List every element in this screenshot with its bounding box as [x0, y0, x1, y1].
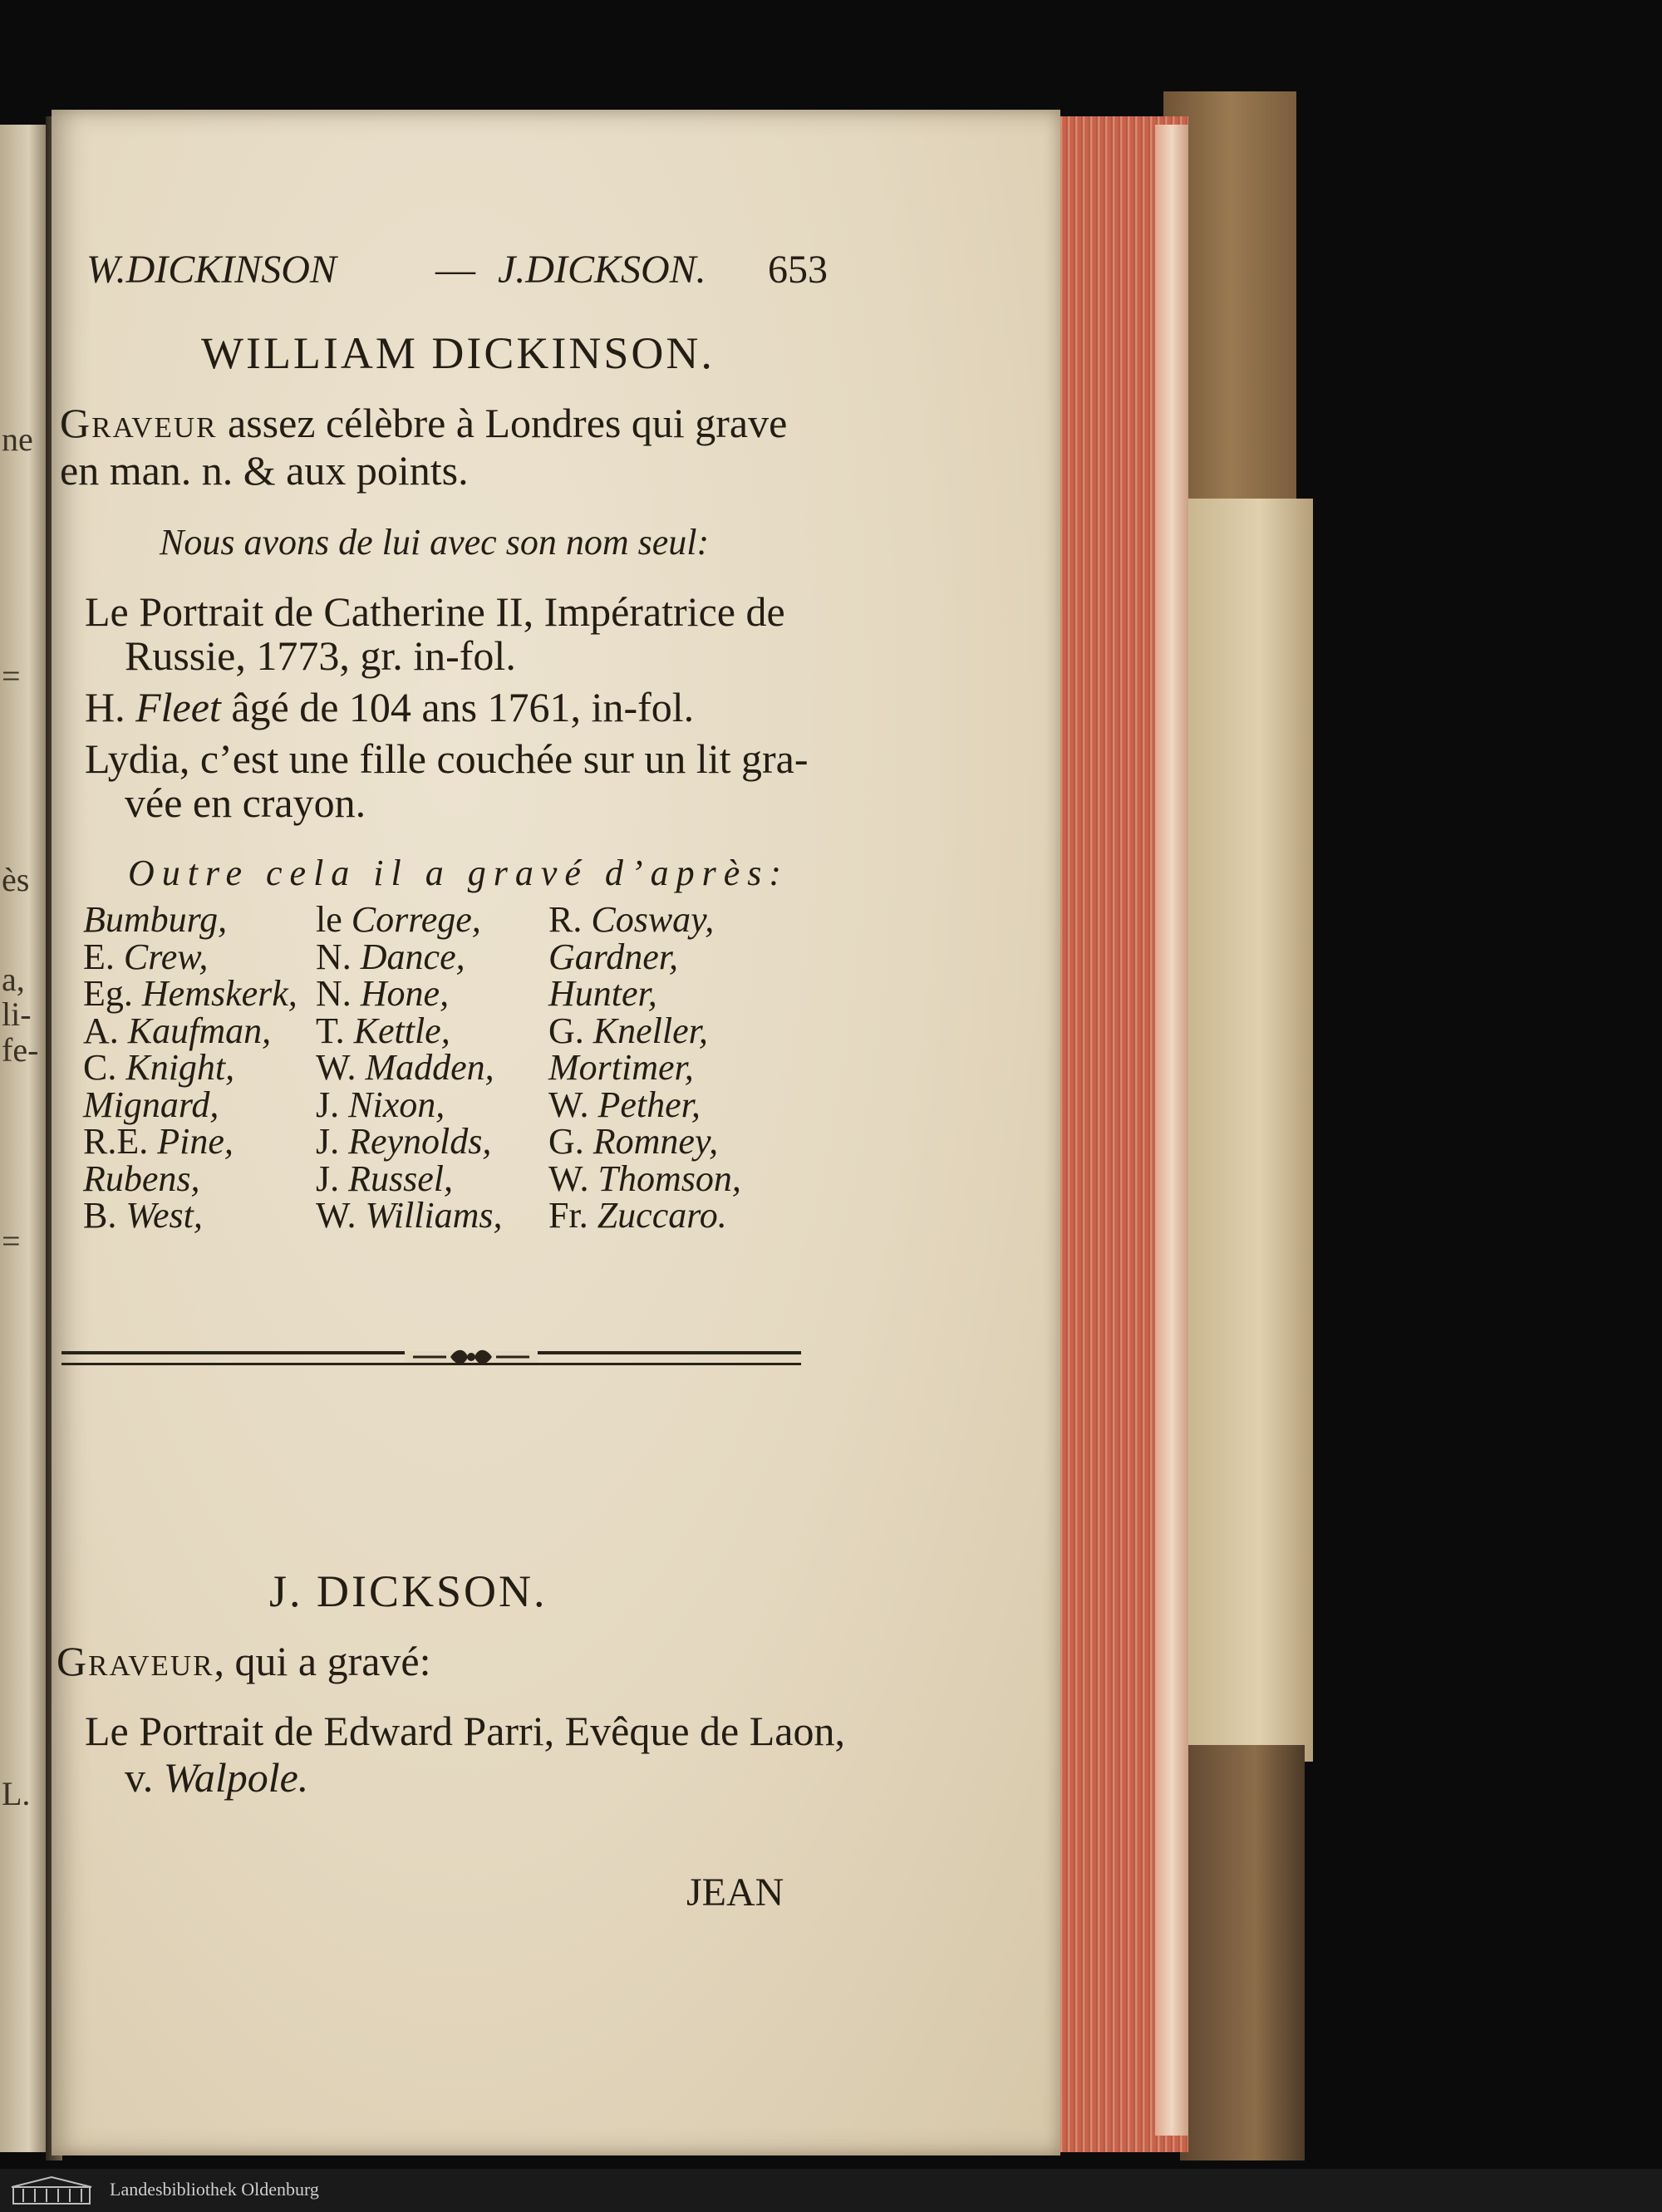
library-name: Landesbibliothek Oldenburg [110, 2179, 319, 2200]
entry2-work-line1: Le Portrait de Edward Parri, Evêque de Laon, [85, 1708, 845, 1754]
work-item-line: Lydia, c’est une fille couchée sur un lit gra- [85, 735, 809, 782]
artist-entry: W. Madden, [316, 1047, 494, 1088]
work-item-suffix: âgé de 104 ans 1761, in-fol. [220, 684, 695, 730]
artist-entry: N. Dance, [316, 936, 465, 977]
work-item-prefix: H. [85, 684, 136, 730]
work-item-line [85, 683, 694, 731]
entry2-work-line2 [125, 1753, 308, 1802]
work-item-line: Le Portrait de Catherine II, Impératrice de [85, 588, 785, 635]
artist-entry: R.E. Pine, [83, 1121, 234, 1162]
fleuron-icon [405, 1338, 538, 1376]
viewer-footer [0, 2169, 1662, 2212]
prev-fragment: L. [2, 1775, 31, 1812]
catchword: JEAN [686, 1870, 784, 1915]
entry2-work-prefix: v. [125, 1754, 164, 1801]
artist-entry: E. Crew, [83, 936, 209, 977]
previous-page [0, 125, 48, 2152]
artist-column-1 [83, 899, 297, 1236]
entry-title: WILLIAM DICKINSON. [201, 328, 715, 378]
running-head-dash: — [435, 248, 475, 292]
prev-fragment: = [2, 1222, 21, 1260]
artist-entry: Bumburg, [83, 899, 228, 940]
running-head-right: J.DICKSON. [498, 248, 706, 292]
artist-entry: J. Nixon, [316, 1084, 445, 1125]
artist-entry: W. Williams, [316, 1195, 503, 1236]
prev-fragment: ne [2, 420, 33, 458]
page-edges-pale [1155, 125, 1188, 2136]
prev-fragment: = [2, 657, 21, 695]
artist-entry: Mignard, [83, 1084, 219, 1125]
artist-entry: J. Russel, [316, 1158, 454, 1199]
entry2-intro-rest: , qui a gravé: [214, 1638, 431, 1684]
artist-entry: Hunter, [548, 973, 657, 1014]
artist-entry: Mortimer, [548, 1047, 694, 1088]
after-heading: Outre cela il a gravé d’après: [128, 853, 789, 893]
artist-entry: Gardner, [548, 936, 679, 977]
prev-fragment: fe- [2, 1031, 39, 1069]
artist-entry: Fr. Zuccaro. [548, 1195, 727, 1236]
artist-entry: le Correge, [316, 899, 481, 940]
entry-intro-rest: assez célèbre à Londres qui grave [217, 400, 788, 446]
artist-column-3 [548, 899, 741, 1236]
work-item-line: Russie, 1773, gr. in-fol. [125, 632, 516, 679]
artist-entry: C. Knight, [83, 1047, 235, 1088]
artist-entry: A. Kaufman, [83, 1010, 272, 1051]
entry-intro [60, 399, 787, 447]
artist-entry: G. Romney, [548, 1121, 719, 1162]
work-item-artist: Fleet [135, 684, 221, 730]
entry2-work-artist: Walpole. [163, 1754, 309, 1801]
artist-entry: Rubens, [83, 1158, 200, 1199]
artist-entry: W. Pether, [548, 1084, 701, 1125]
artist-entry: W. Thomson, [548, 1158, 741, 1199]
entry2-intro-lead: Graveur [57, 1638, 214, 1684]
artist-entry: J. Reynolds, [316, 1121, 492, 1162]
artist-entry: N. Hone, [316, 973, 450, 1014]
library-building-icon [10, 2175, 93, 2205]
running-head-left: W.DICKINSON [86, 248, 337, 292]
entry-intro-line2: en man. n. & aux points. [60, 447, 469, 494]
artist-entry: T. Kettle, [316, 1010, 450, 1051]
entry-intro-lead: Graveur [60, 400, 218, 446]
page-number: 653 [768, 248, 828, 292]
artist-entry: B. West, [83, 1195, 203, 1236]
artist-entry: R. Cosway, [548, 899, 715, 940]
artist-entry: Eg. Hemskerk, [83, 973, 297, 1014]
artist-column-2 [316, 899, 503, 1236]
book-page [52, 110, 1060, 2155]
book-cover-flap [1180, 499, 1313, 1762]
entry2-intro [57, 1637, 431, 1685]
divider-ornament [405, 1338, 538, 1376]
prev-fragment: a, [2, 961, 25, 998]
prev-fragment: ès [2, 861, 30, 898]
works-heading: Nous avons de lui avec son nom seul: [160, 522, 710, 563]
book-cover-bottom [1180, 1745, 1305, 2160]
work-item-line: vée en crayon. [125, 779, 366, 826]
artist-entry: G. Kneller, [548, 1010, 708, 1051]
entry-title-2: J. DICKSON. [269, 1566, 548, 1616]
prev-fragment: li- [2, 995, 32, 1033]
